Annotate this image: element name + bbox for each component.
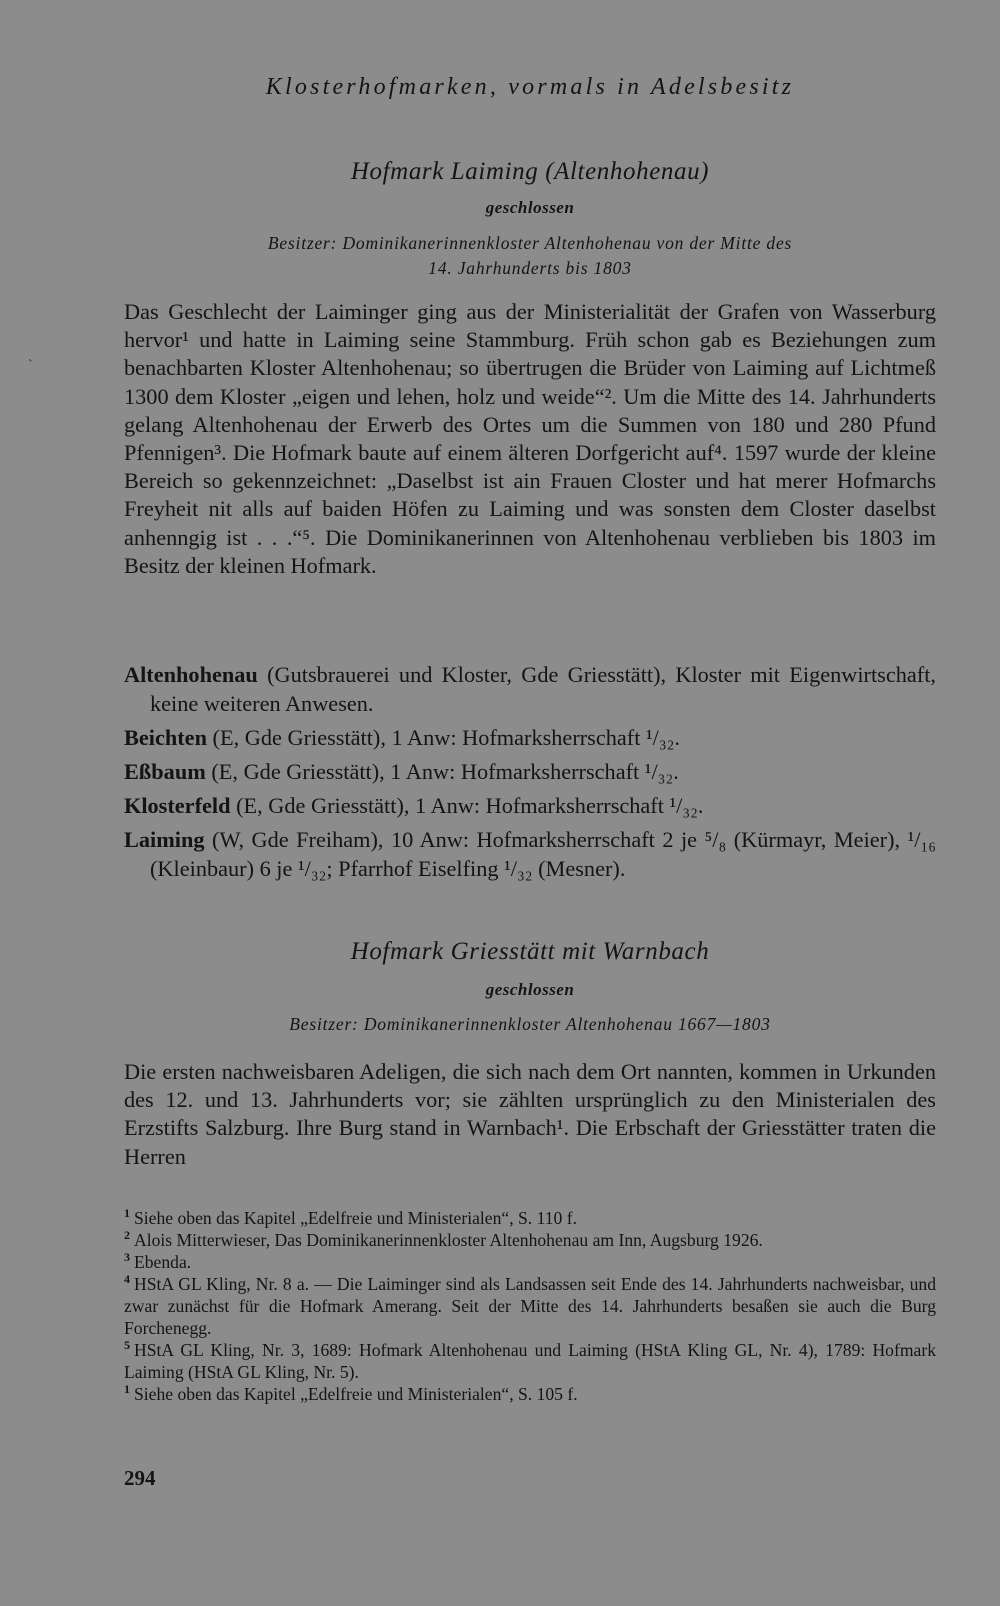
footnote	[124, 1383, 936, 1405]
footnotes	[124, 1207, 936, 1405]
place-entry	[124, 757, 936, 786]
footnote-mark: 2	[124, 1228, 130, 1243]
place-details: (Gutsbrauerei und Kloster, Gde Griesstätt), Kloster mit Eigenwirtschaft, keine weiteren Anwesen.	[150, 662, 936, 716]
section1-owner-line1: Besitzer: Dominikanerinnenkloster Altenhohenau von der Mitte des	[267, 233, 793, 253]
footnote-mark: 1	[124, 1206, 130, 1221]
place-details: (W, Gde Freiham), 10 Anw: Hofmarksherrschaft 2 je ⁵/₈ (Kürmayr, Meier), ¹/₁₆ (Kleinbaur) 6 je ¹/₃₂; Pfarrhof Eiselfing ¹/₃₂ (Mesner).	[150, 827, 936, 881]
section2-title: Hofmark Griesstätt mit Warnbach	[350, 938, 710, 965]
place-name: Laiming	[124, 827, 205, 852]
section1-place-list	[124, 660, 936, 888]
footnote-text: HStA GL Kling, Nr. 8 a. — Die Laiminger sind als Landsassen seit Ende des 14. Jahrhunderts nachweisbar, und zwar zunächst für die Hofmark Amerang. Seit der Mitte des 14. Jahrhunderts besaßen sie auch die Burg Forchenegg.	[124, 1274, 936, 1338]
footnote-text: Siehe oben das Kapitel „Edelfreie und Ministerialen“, S. 110 f.	[134, 1208, 577, 1228]
section2-owner: Besitzer: Dominikanerinnenkloster Altenhohenau 1667—1803	[289, 1014, 771, 1034]
place-details: (E, Gde Griesstätt), 1 Anw: Hofmarksherrschaft ¹/₃₂.	[205, 759, 679, 784]
footnote	[124, 1339, 936, 1383]
place-name: Altenhohenau	[124, 662, 258, 687]
place-name: Klosterfeld	[124, 793, 231, 818]
footnote-text: Ebenda.	[134, 1252, 192, 1272]
footnote-mark: 5	[124, 1338, 130, 1353]
running-head: Klosterhofmarken, vormals in Adelsbesitz	[265, 74, 795, 100]
section1-owner	[124, 231, 936, 281]
footnote	[124, 1251, 936, 1273]
footnote	[124, 1207, 936, 1229]
place-entry	[124, 723, 936, 752]
section1-title: Hofmark Laiming (Altenhohenau)	[350, 158, 710, 185]
footnote-mark: 3	[124, 1250, 130, 1265]
footnote-text: Siehe oben das Kapitel „Edelfreie und Ministerialen“, S. 105 f.	[134, 1384, 578, 1404]
stray-mark: ˋ	[28, 358, 33, 373]
section1-owner-line2: 14. Jahrhunderts bis 1803	[428, 258, 632, 278]
place-name: Eßbaum	[124, 759, 206, 784]
footnote	[124, 1273, 936, 1339]
place-entry	[124, 660, 936, 718]
footnote-mark: 4	[124, 1272, 130, 1287]
footnote-text: Alois Mitterwieser, Das Dominikanerinnenkloster Altenhohenau am Inn, Augsburg 1926.	[134, 1230, 763, 1250]
section1-status: geschlossen	[485, 198, 575, 217]
section1-paragraph: Das Geschlecht der Laiminger ging aus der Ministerialität der Grafen von Wasserburg hervor¹ und hatte in Laiming seine Stammburg. Früh schon gab es Beziehungen zum benachbarten Kloster Altenhohenau; so übertrugen die Brüder von Laiming auf Lichtmeß 1300 dem Kloster „eigen und lehen, holz und weide“². Um die Mitte des 14. Jahrhunderts gelang Altenhohenau der Erwerb des Ortes um die Summen von 180 und 280 Pfund Pfennigen³. Die Hofmark baute auf einem älteren Dorfgericht auf⁴. 1597 wurde der kleine Bereich so gekennzeichnet: „Daselbst ist ain Frauen Closter und hat merer Hofmarchs Freyheit nit alls auf baiden Höfen zu Laiming und was sonsten dem Closter daselbst anhenngig ist . . .“⁵. Die Dominikanerinnen von Altenhohenau verblieben bis 1803 im Besitz der kleinen Hofmark.	[124, 299, 936, 578]
place-details: (E, Gde Griesstätt), 1 Anw: Hofmarksherrschaft ¹/₃₂.	[230, 793, 704, 818]
section2-status: geschlossen	[485, 980, 575, 999]
place-entry	[124, 825, 936, 883]
section2-paragraph: Die ersten nachweisbaren Adeligen, die sich nach dem Ort nannten, kommen in Urkunden des 12. und 13. Jahrhunderts vor; sie zählten ursprünglich zu den Ministerialen des Erzstifts Salzburg. Ihre Burg stand in Warnbach¹. Die Erbschaft der Griesstätter traten die Herren	[124, 1059, 936, 1169]
page-number: 294	[124, 1466, 156, 1490]
place-details: (E, Gde Griesstätt), 1 Anw: Hofmarksherrschaft ¹/₃₂.	[206, 725, 680, 750]
place-name: Beichten	[124, 725, 207, 750]
place-entry	[124, 791, 936, 820]
footnote	[124, 1229, 936, 1251]
footnote-text: HStA GL Kling, Nr. 3, 1689: Hofmark Altenhohenau und Laiming (HStA Kling GL, Nr. 4), 1789: Hofmark Laiming (HStA GL Kling, Nr. 5).	[124, 1340, 936, 1382]
footnote-mark: 1	[124, 1382, 130, 1397]
